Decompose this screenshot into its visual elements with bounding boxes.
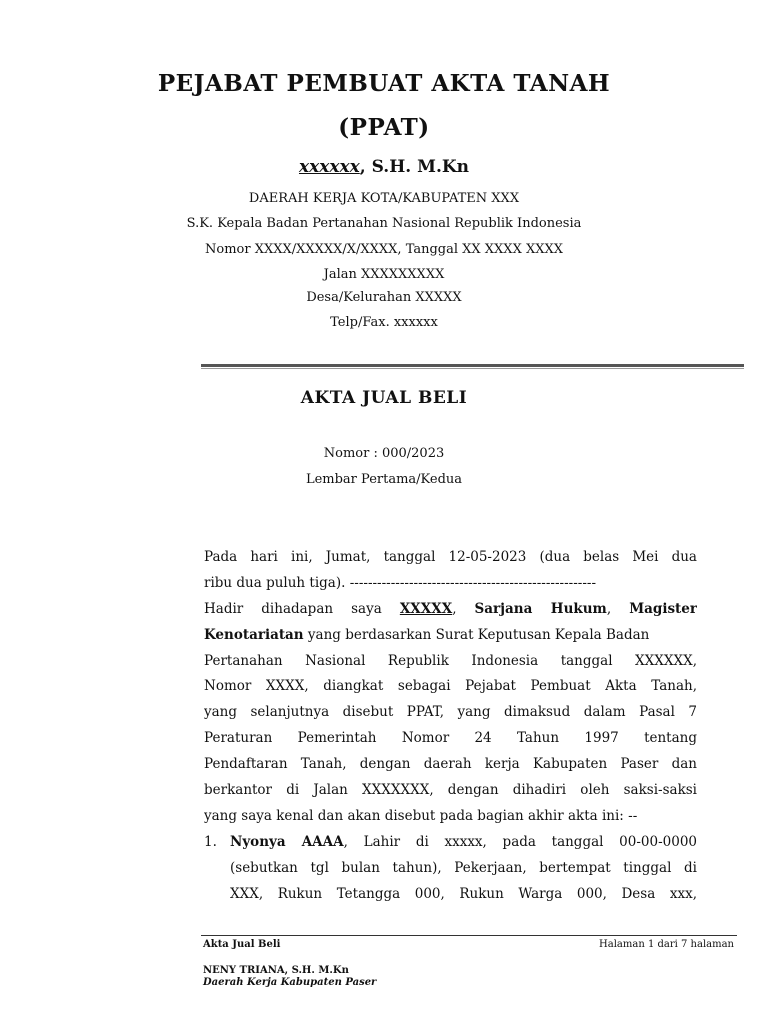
body-line: berkantor di Jalan XXXXXXX, dengan dihadiri oleh saksi-saksi [204,782,697,799]
header-line-telp: Telp/Fax. xxxxxx [330,315,438,330]
body-line: ribu dua puluh tiga). ------------------------------------------------------ [204,574,597,591]
list-line [230,830,697,856]
party-name: Nyonya AAAA [230,834,344,850]
deed-title: AKTA JUAL BELI [300,388,468,408]
degree-mkn-cont: Kenotariatan [204,626,304,643]
hadir-prefix: Hadir dihadapan saya [204,600,400,617]
footer-divider [201,935,737,936]
list-line: (sebutkan tgl bulan tahun), Pekerjaan, bertempat tinggal di [230,859,697,876]
body-line-hadir [204,597,697,623]
body-line: Nomor XXXX, diangkat sebagai Pejabat Pembuat Akta Tanah, [204,678,697,695]
deed-number: Nomor : 000/2023 [323,446,445,461]
header-line-area: DAERAH KERJA KOTA/KABUPATEN XXX [248,191,520,206]
header-divider-thin [201,368,744,369]
degree-sh: Sarjana Hukum [474,600,607,617]
list-item [204,830,697,910]
sep: , [452,600,475,617]
body-line: yang saya kenal dan akan disebut pada bagian akhir akta ini: -- [204,807,638,824]
header-line-desa: Desa/Kelurahan XXXXX [306,290,462,305]
list-item-body [230,830,697,908]
office-title-line2: (PPAT) [338,114,430,141]
ppat-name [0,157,768,177]
ppat-name-placeholder: xxxxxx [298,157,360,177]
body-line: yang selanjutnya disebut PPAT, yang dimaksud dalam Pasal 7 [204,704,697,721]
body-line-text: yang berdasarkan Surat Keputusan Kepala Badan [307,626,650,643]
footer-page-number: Halaman 1 dari 7 halaman [599,939,734,950]
body-line: Pendaftaran Tanah, dengan daerah kerja Kabupaten Paser dan [204,756,697,773]
ppat-name-suffix: , S.H. M.Kn [359,157,469,177]
degree-mkn: Magister [629,600,697,617]
ppat-name-bold: XXXXX [399,600,453,617]
header-line-sk: S.K. Kepala Badan Pertanahan Nasional Republik Indonesia [186,216,582,231]
deed-sheet: Lembar Pertama/Kedua [305,472,463,487]
body-line: Pertanahan Nasional Republik Indonesia tanggal XXXXXX, [204,652,697,669]
body-line: Pada hari ini, Jumat, tanggal 12-05-2023 (dua belas Mei dua [204,549,697,565]
deed-body [204,545,697,830]
header-divider [201,364,744,367]
list-number: 1. [204,834,217,850]
footer-ppat-area: Daerah Kerja Kabupaten Paser [203,977,377,988]
list-line: XXX, Rukun Tetangga 000, Rukun Warga 000, Desa xxx, [230,885,697,902]
footer-doc-title: Akta Jual Beli [203,939,281,950]
sep: , [606,600,630,617]
body-line: Peraturan Pemerintah Nomor 24 Tahun 1997 tentang [204,730,697,747]
footer-ppat-name: NENY TRIANA, S.H. M.Kn [203,965,349,976]
list-line-text: , Lahir di xxxxx, pada tanggal 00-00-0000 [343,834,697,850]
office-title-line1: PEJABAT PEMBUAT AKTA TANAH [157,70,611,97]
header-line-jalan: Jalan XXXXXXXXX [323,267,445,282]
body-line-kenotariatan [204,623,697,649]
header-line-nomor: Nomor XXXX/XXXXX/X/XXXX, Tanggal XX XXXX XXXX [205,242,563,257]
